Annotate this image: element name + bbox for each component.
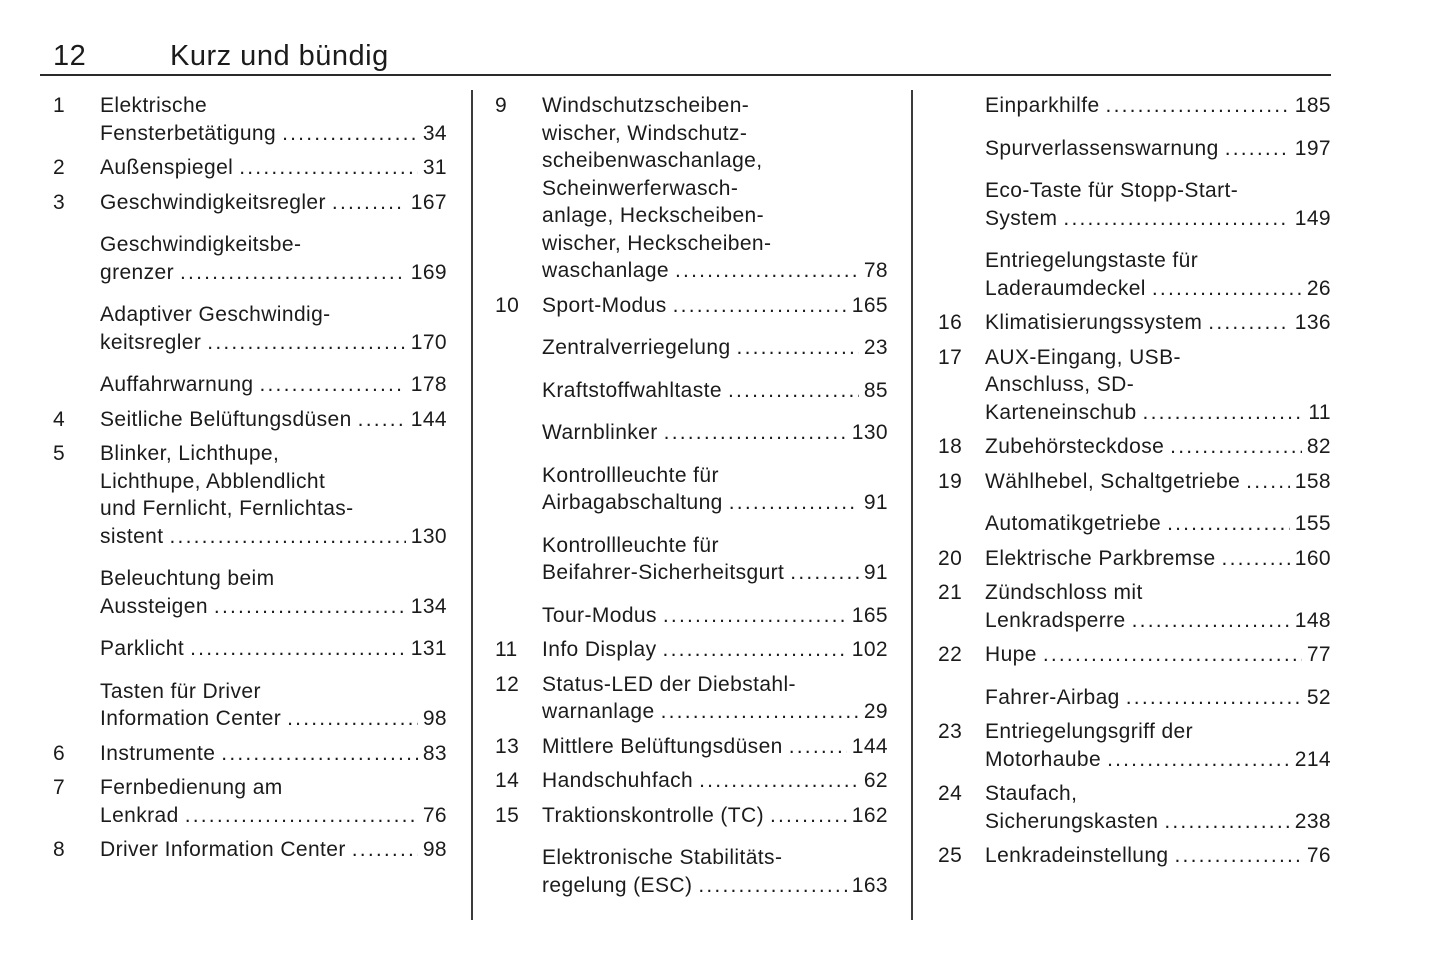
entry-text: Zubehörsteckdose xyxy=(985,435,1165,458)
entry-page-number: 98 xyxy=(422,838,447,861)
toc-entry xyxy=(495,636,888,664)
entry-page-number: 31 xyxy=(422,156,447,179)
dot-leader xyxy=(287,705,418,733)
toc-entry xyxy=(938,641,1331,669)
entry-number: 3 xyxy=(53,190,66,214)
toc-entry xyxy=(938,135,1331,163)
toc-entry xyxy=(938,247,1331,302)
dot-leader xyxy=(728,377,859,405)
toc-entry xyxy=(495,292,888,320)
entry-text: Einparkhilfe xyxy=(985,94,1100,117)
dot-leader xyxy=(352,836,418,864)
entry-text: Sicherungskasten xyxy=(985,809,1159,833)
toc-entry xyxy=(53,740,447,768)
toc-entry xyxy=(938,718,1331,773)
entry-text: Blinker, Lichthupe, xyxy=(100,442,280,465)
entry-text: Laderaumdeckel xyxy=(985,276,1146,300)
entry-text: Warnblinker xyxy=(542,421,658,444)
entry-text: Klimatisierungssystem xyxy=(985,311,1203,334)
entry-number: 2 xyxy=(53,156,66,179)
entry-page-number: 23 xyxy=(863,336,888,359)
toc-entry xyxy=(53,371,447,399)
entry-text: Scheinwerferwasch- xyxy=(542,176,739,200)
entry-number: 1 xyxy=(53,94,66,117)
toc-entry xyxy=(53,154,447,182)
entry-number: 18 xyxy=(938,435,963,458)
entry-text: Hupe xyxy=(985,643,1037,666)
entry-text: Elektrische xyxy=(100,94,208,117)
entry-text: Aussteigen xyxy=(100,594,208,618)
entry-page-number: 160 xyxy=(1294,546,1331,570)
entry-text: Handschuhfach xyxy=(542,769,694,792)
entry-text: Windschutzscheiben- xyxy=(542,94,750,117)
entry-number: 25 xyxy=(938,844,963,867)
entry-text: Elektrische Parkbremse xyxy=(985,546,1216,570)
toc-entry xyxy=(53,440,447,550)
toc-entry xyxy=(938,842,1331,870)
dot-leader xyxy=(1167,510,1290,538)
dot-leader xyxy=(170,523,406,551)
entry-text: waschanlage xyxy=(542,259,669,282)
entry-number: 24 xyxy=(938,782,963,805)
page-title: Kurz und bündig xyxy=(170,40,389,72)
entry-page-number: 83 xyxy=(422,741,447,765)
dot-leader xyxy=(332,189,406,217)
entry-text: Zentralverriegelung xyxy=(542,336,731,359)
entry-page-number: 34 xyxy=(422,121,447,145)
toc-entry xyxy=(495,532,888,587)
entry-text: Sport-Modus xyxy=(542,293,667,317)
dot-leader xyxy=(358,406,406,434)
entry-text: Info Display xyxy=(542,638,657,661)
toc-entry xyxy=(938,309,1331,337)
entry-text: Zündschloss mit xyxy=(985,581,1143,604)
dot-leader xyxy=(1106,92,1290,120)
entry-page-number: 130 xyxy=(410,524,447,548)
toc-entry xyxy=(495,733,888,761)
dot-leader xyxy=(1107,746,1290,774)
entry-text: Elektronische Stabilitäts- xyxy=(542,846,783,869)
dot-leader xyxy=(1246,468,1290,496)
entry-text: System xyxy=(985,206,1058,230)
entry-page-number: 52 xyxy=(1306,685,1331,709)
toc-entry xyxy=(53,301,447,356)
entry-page-number: 85 xyxy=(863,378,888,402)
entry-page-number: 178 xyxy=(410,373,447,396)
toc-entry xyxy=(495,377,888,405)
entry-page-number: 238 xyxy=(1294,809,1331,833)
entry-text: wischer, Windschutz- xyxy=(542,121,748,145)
entry-text: scheibenwaschanlage, xyxy=(542,149,763,172)
entry-text: regelung (ESC) xyxy=(542,873,693,897)
entry-text: Staufach, xyxy=(985,782,1078,805)
entry-number: 19 xyxy=(938,469,963,493)
toc-entry xyxy=(495,671,888,726)
entry-text: Geschwindigkeitsregler xyxy=(100,190,326,214)
entry-page-number: 165 xyxy=(851,603,888,627)
toc-entry xyxy=(53,406,447,434)
header-rule xyxy=(40,74,1331,76)
toc-entry xyxy=(938,545,1331,573)
entry-page-number: 185 xyxy=(1294,94,1331,117)
entry-page-number: 11 xyxy=(1308,400,1331,424)
toc-entry xyxy=(53,836,447,864)
entry-page-number: 162 xyxy=(851,803,888,827)
entry-text: Adaptiver Geschwindig- xyxy=(100,303,331,326)
entry-number: 5 xyxy=(53,442,66,465)
dot-leader xyxy=(1126,684,1302,712)
entry-text: warnanlage xyxy=(542,700,655,723)
entry-number: 22 xyxy=(938,643,963,666)
dot-leader xyxy=(214,593,406,621)
dot-leader xyxy=(699,767,859,795)
entry-number: 15 xyxy=(495,803,520,827)
dot-leader xyxy=(789,733,847,761)
dot-leader xyxy=(1043,641,1302,669)
entry-text: Lenkradsperre xyxy=(985,608,1126,632)
toc-entry xyxy=(938,579,1331,634)
dot-leader xyxy=(663,636,847,664)
entry-text: Lenkrad xyxy=(100,803,179,827)
entry-text: Fensterbetätigung xyxy=(100,121,277,145)
dot-leader xyxy=(221,740,418,768)
toc-entry xyxy=(938,92,1331,120)
toc-column-3 xyxy=(938,92,1331,870)
entry-text: Kontrollleuchte für xyxy=(542,463,719,487)
entry-text: Lenkradeinstellung xyxy=(985,844,1169,867)
toc-entry xyxy=(938,468,1331,496)
entry-text: Entriegelungstaste für xyxy=(985,249,1199,272)
toc-entry xyxy=(938,684,1331,712)
dot-leader xyxy=(1164,808,1289,836)
dot-leader xyxy=(259,371,405,399)
entry-text: Entriegelungsgriff der xyxy=(985,720,1194,743)
toc-entry xyxy=(495,767,888,795)
dot-leader xyxy=(1152,275,1302,303)
entry-text: Außenspiegel xyxy=(100,156,234,179)
dot-leader xyxy=(239,154,418,182)
entry-text: Fahrer-Airbag xyxy=(985,685,1120,709)
dot-leader xyxy=(698,872,846,900)
toc-entry xyxy=(495,462,888,517)
toc-entry xyxy=(53,231,447,286)
dot-leader xyxy=(663,602,847,630)
entry-text: Lichthupe, Abblendlicht xyxy=(100,469,326,493)
toc-entry xyxy=(495,844,888,899)
entry-number: 16 xyxy=(938,311,963,334)
entry-page-number: 76 xyxy=(422,803,447,827)
entry-text: Motorhaube xyxy=(985,747,1102,771)
entry-page-number: 158 xyxy=(1294,469,1331,493)
entry-text: sistent xyxy=(100,524,164,548)
toc-entry xyxy=(53,565,447,620)
entry-page-number: 149 xyxy=(1294,206,1331,230)
toc-entry xyxy=(938,433,1331,461)
dot-leader xyxy=(770,802,847,830)
entry-page-number: 98 xyxy=(422,707,447,730)
dot-leader xyxy=(1132,607,1290,635)
entry-text: Fernbedienung am xyxy=(100,776,283,799)
entry-text: Automatikgetriebe xyxy=(985,512,1162,535)
entry-page-number: 155 xyxy=(1294,512,1331,535)
toc-entry xyxy=(495,802,888,830)
entry-page-number: 144 xyxy=(851,734,888,758)
entry-text: wischer, Heckscheiben- xyxy=(542,231,772,255)
entry-page-number: 134 xyxy=(410,594,447,618)
entry-page-number: 91 xyxy=(863,561,888,584)
dot-leader xyxy=(1222,545,1290,573)
entry-page-number: 163 xyxy=(851,873,888,897)
entry-page-number: 170 xyxy=(410,330,447,354)
entry-text: keitsregler xyxy=(100,330,202,354)
toc-column-2 xyxy=(495,92,888,899)
column-divider xyxy=(911,90,913,920)
entry-number: 14 xyxy=(495,769,520,792)
entry-page-number: 29 xyxy=(863,700,888,723)
entry-text: Geschwindigkeitsbe- xyxy=(100,233,302,256)
toc-column-1 xyxy=(53,92,447,864)
entry-page-number: 62 xyxy=(863,769,888,792)
entry-number: 10 xyxy=(495,293,520,317)
entry-page-number: 76 xyxy=(1306,844,1331,867)
entry-text: Wählhebel, Schaltgetriebe xyxy=(985,469,1241,493)
dot-leader xyxy=(675,257,859,285)
entry-number: 12 xyxy=(495,672,520,696)
dot-leader xyxy=(207,329,405,357)
dot-leader xyxy=(1170,433,1302,461)
page-number: 12 xyxy=(53,40,87,72)
toc-entry xyxy=(938,177,1331,232)
entry-text: Kraftstoffwahltaste xyxy=(542,378,722,402)
entry-text: Tasten für Driver xyxy=(100,679,261,703)
entry-text: Tour-Modus xyxy=(542,603,657,627)
entry-number: 8 xyxy=(53,838,66,861)
entry-page-number: 136 xyxy=(1294,311,1331,334)
entry-page-number: 91 xyxy=(863,491,888,514)
toc-entry xyxy=(53,774,447,829)
toc-entry xyxy=(53,92,447,147)
entry-text: Driver Information Center xyxy=(100,838,346,861)
dot-leader xyxy=(673,292,847,320)
entry-number: 9 xyxy=(495,94,508,117)
dot-leader xyxy=(180,259,406,287)
entry-page-number: 148 xyxy=(1294,608,1331,632)
entry-page-number: 131 xyxy=(410,637,447,660)
entry-text: Karteneinschub xyxy=(985,400,1137,424)
toc-entry xyxy=(495,602,888,630)
entry-number: 17 xyxy=(938,345,963,369)
entry-text: AUX-Eingang, USB- xyxy=(985,345,1181,369)
dot-leader xyxy=(737,334,859,362)
entry-number: 21 xyxy=(938,581,963,604)
entry-text: Beleuchtung beim xyxy=(100,567,275,590)
entry-number: 7 xyxy=(53,776,66,799)
dot-leader xyxy=(1063,205,1289,233)
dot-leader xyxy=(282,120,418,148)
entry-text: und Fernlicht, Fernlichtas- xyxy=(100,497,354,520)
dot-leader xyxy=(790,559,859,587)
entry-text: Anschluss, SD- xyxy=(985,373,1135,396)
entry-text: Kontrollleuchte für xyxy=(542,533,719,557)
entry-page-number: 169 xyxy=(410,260,447,284)
toc-entry xyxy=(938,510,1331,538)
entry-text: Status-LED der Diebstahl- xyxy=(542,672,796,696)
entry-text: Airbagabschaltung xyxy=(542,491,723,514)
toc-entry xyxy=(938,780,1331,835)
entry-number: 4 xyxy=(53,407,66,431)
entry-text: Traktionskontrolle (TC) xyxy=(542,803,764,827)
dot-leader xyxy=(661,698,859,726)
entry-page-number: 77 xyxy=(1306,643,1331,666)
entry-number: 6 xyxy=(53,741,66,765)
entry-text: Information Center xyxy=(100,707,282,730)
entry-text: grenzer xyxy=(100,260,175,284)
entry-page-number: 102 xyxy=(851,638,888,661)
entry-text: Mittlere Belüftungsdüsen xyxy=(542,734,783,758)
entry-text: Eco-Taste für Stopp-Start- xyxy=(985,179,1239,202)
dot-leader xyxy=(1175,842,1302,870)
entry-number: 11 xyxy=(495,638,518,661)
entry-page-number: 130 xyxy=(851,421,888,444)
column-divider xyxy=(471,90,473,920)
entry-text: Beifahrer-Sicherheitsgurt xyxy=(542,561,785,584)
toc-entry xyxy=(495,92,888,285)
dot-leader xyxy=(190,635,406,663)
entry-number: 20 xyxy=(938,546,963,570)
entry-page-number: 82 xyxy=(1306,435,1331,458)
dot-leader xyxy=(185,802,418,830)
dot-leader xyxy=(729,489,859,517)
entry-page-number: 144 xyxy=(410,407,447,431)
dot-leader xyxy=(1208,309,1289,337)
entry-text: Parklicht xyxy=(100,637,185,660)
dot-leader xyxy=(1143,399,1304,427)
entry-page-number: 78 xyxy=(863,259,888,282)
entry-page-number: 26 xyxy=(1306,276,1331,300)
entry-text: Auffahrwarnung xyxy=(100,373,254,396)
entry-page-number: 214 xyxy=(1294,747,1331,771)
entry-text: anlage, Heckscheiben- xyxy=(542,204,765,227)
entry-text: Instrumente xyxy=(100,741,216,765)
dot-leader xyxy=(1225,135,1290,163)
entry-number: 13 xyxy=(495,734,520,758)
entry-text: Seitliche Belüftungsdüsen xyxy=(100,407,352,431)
toc-entry xyxy=(938,344,1331,427)
toc-entry xyxy=(53,678,447,733)
entry-page-number: 165 xyxy=(851,293,888,317)
dot-leader xyxy=(664,419,847,447)
entry-page-number: 197 xyxy=(1294,136,1331,160)
toc-entry xyxy=(495,334,888,362)
entry-text: Spurverlassenswarnung xyxy=(985,136,1219,160)
entry-number: 23 xyxy=(938,720,963,743)
toc-entry xyxy=(53,635,447,663)
toc-entry xyxy=(53,189,447,217)
entry-page-number: 167 xyxy=(410,190,447,214)
toc-entry xyxy=(495,419,888,447)
